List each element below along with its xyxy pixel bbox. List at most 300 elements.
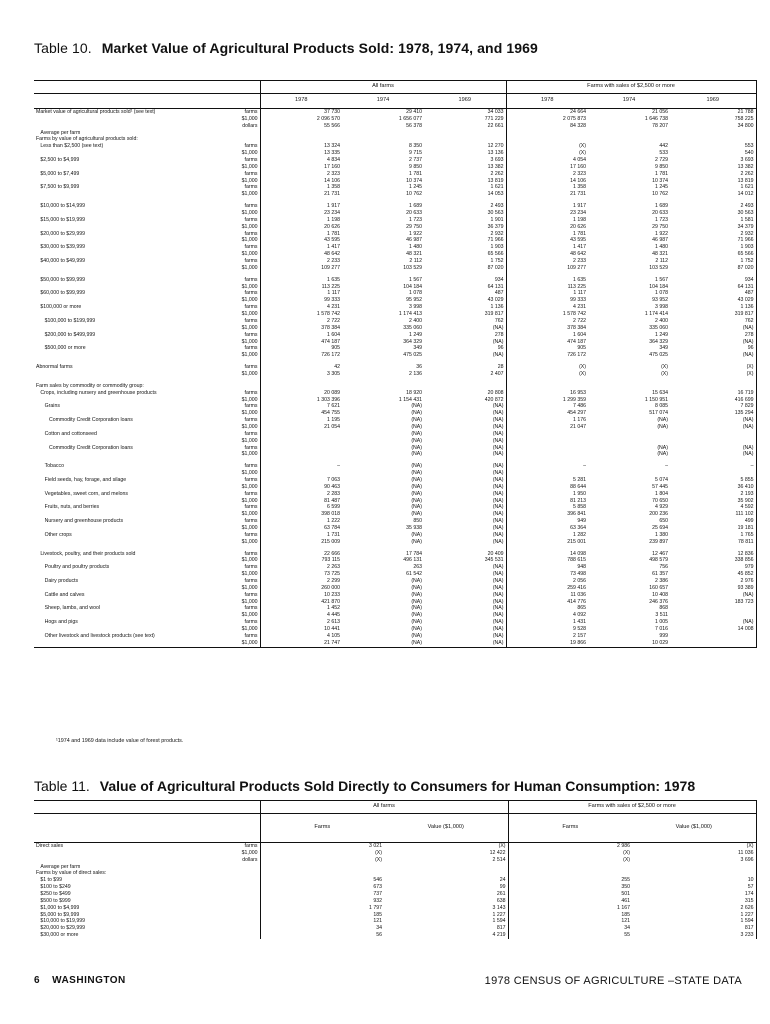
table10-value-cell: 1 480 48 321 [406,244,422,258]
table10-row [34,184,756,198]
table10-value-cell: 850 35 938 [406,518,422,531]
table11-value-cell: 24 [499,877,506,884]
table10-value-cell: 2 112 103 529 [403,258,422,271]
table11-value-cell: 3 021 (X) (X) [260,843,384,864]
table10-row [34,318,756,332]
table11-value-cell: 1 594 [632,918,756,925]
table10-value-cell: 1 689 20 633 [406,203,422,217]
table10-value-cell: (NA) (NA) [492,591,504,605]
table10-row [34,244,756,258]
table10-value-cell: – [670,463,756,477]
table11-row [34,891,756,898]
table10-value-cell [588,431,670,445]
table11-value-cell: 34 [508,925,632,932]
table10-row [34,364,756,378]
table11-column-header: Farms [508,814,632,843]
table10-value-cell: – [260,463,342,477]
table11-row [34,884,756,891]
table10-row [34,109,756,130]
table10-value-cell: 2 283 81 487 [260,491,342,505]
table11-value-cell: 10 [632,877,756,884]
table10-value-cell: (X) (X) [506,143,588,157]
table10-row [34,619,756,633]
table10-value-cell: 7 486 454 297 [506,403,588,417]
table11-row-label: $5,000 to $9,999 [36,911,80,918]
table10-value-cell: 28 2 407 [490,364,504,377]
table11-row [34,925,756,932]
table10-value-cell: 18 920 1 154 431 [398,389,422,403]
table10-value-cell: 999 10 029 [588,633,670,647]
table10-value-cell: 16 953 1 299 359 [506,390,588,404]
table10-value-cell: 1 567 104 184 [649,276,668,290]
table10-value-cell [342,383,424,390]
table10-stub-header [34,81,260,94]
table11-row [34,912,756,919]
table11-value-cell: 817 [496,925,506,932]
table10-value-cell: 37 730 2 096 570 55 566 [260,109,342,130]
table10-value-cell: 1 117 99 333 [260,290,342,304]
table10-value-cell [588,383,670,390]
table11-row-units: farms $1,000 dollars [241,843,258,863]
table11-row [34,905,756,912]
table10-row-units: farms $1,000 [241,230,258,244]
table11-value-cell [508,870,632,877]
table11-value-cell: 121 [260,918,384,925]
table10-value-cell: 5 074 57 445 [652,476,668,490]
table10-row-units: farms $1,000 [241,364,258,377]
table10-value-cell: (NA) (NA) [411,591,422,605]
table10-value-cell: 2 262 13 819 [670,171,756,185]
table11-row-units [224,877,260,884]
table10-value-cell: 905 726 172 [506,345,588,359]
table10-value-cell: 2 299 260 000 [260,578,342,592]
table10-value-cell: 17 784 496 131 [403,550,422,564]
table10-row-label: Dairy products [36,578,79,584]
table11-value-cell [384,864,508,871]
table10-row-label: $30,000 to $39,999 [36,244,86,251]
table11-row-label: $100 to $249 [36,884,71,891]
table10-value-cell: (X) (X) [506,364,588,378]
table10-row [34,592,756,606]
table10-row-units: farms $1,000 [241,143,258,157]
table11-stub-header [34,801,260,814]
table10-row-units: farms $1,000 [241,170,258,184]
table10-footnote: ¹1974 and 1969 data include value of forest products. [56,738,184,744]
table11-value-cell: 57 [632,884,756,891]
table10-row-units: farms $1,000 [241,157,258,170]
table10-row-units: farms $1,000 [241,518,258,531]
table11-row-units [224,905,260,912]
table10-value-cell: 10 233 421 870 [260,592,342,606]
table11-value-cell: 3 143 [492,904,506,911]
table11-row-label: Direct sales [36,843,64,849]
table10-row-label: Hogs and pigs [36,619,78,626]
table10-value-cell [506,130,588,137]
table10-row [34,578,756,592]
table10-row-label: Cattle and calves [36,591,85,598]
table10-row-units: farms $1,000 [241,531,258,545]
table10-value-cell: 20 409 345 531 [484,550,504,564]
table10-value-cell: 11 036 414 776 [506,592,588,606]
table10-row-units: farms $1,000 [241,605,258,619]
table10-row-units: farms $1,000 dollars [241,109,258,129]
table11-value-cell: 2 986 (X) (X) [508,843,632,864]
table11-title [34,778,695,794]
table10-value-cell: 4 054 17 160 [506,157,588,171]
table10-row [34,633,756,647]
table10-value-cell [342,130,424,137]
table11-row-label: $250 to $499 [36,891,71,898]
table10-value-cell: 1 567 104 184 [403,276,422,290]
table10-value-cell [506,383,588,390]
table11-value-cell: (X) 11 036 3 696 [632,843,756,864]
table10-value-cell: (NA) (NA) [670,445,756,459]
table10-value-cell: (NA) (NA) [411,504,422,518]
table10-value-cell: (NA) (NA) [492,403,504,417]
table11-value-cell: 315 [632,898,756,905]
table10-value-cell: 1 452 4 445 [260,605,342,619]
table10-value-cell: 1 917 23 234 [260,203,342,217]
table11-value-cell: 185 [260,912,384,919]
table11-value-cell: 185 [508,912,632,919]
table10-value-cell: 2 386 160 657 [649,578,668,591]
table10-row-label: Poultry and poultry products [36,564,110,571]
table10-value-cell: 905 726 172 [260,345,342,359]
table10-row [34,290,756,304]
table10-value-cell: (NA) (NA) [492,476,504,490]
table10-value-cell: 8 350 9 715 [409,143,422,157]
table10-value-cell [506,431,588,445]
table10-value-cell: (NA) (NA) [411,463,422,477]
table10-value-cell: 1 358 21 731 [506,184,588,198]
table10-value-cell: 2 400 335 060 [403,317,422,331]
table11-value-cell [384,870,508,877]
table10-value-cell: 1 005 7 016 [655,619,668,633]
table10-value-cell [670,633,756,647]
table10-value-cell: 1 635 113 225 [506,277,588,291]
table10-value-cell: 12 467 498 579 [649,550,668,564]
table10-group-all: All farms [260,81,506,94]
table11-row-units [224,870,260,877]
table11-row [34,877,756,884]
table10-year-header: 1978 [506,94,588,109]
table10-value-cell: (NA) (NA) [411,619,422,633]
table10-value-cell: 948 73 498 [506,564,588,578]
table11-row [34,918,756,925]
table10-value-cell: 487 43 029 [670,290,756,304]
table11-row-label: $10,000 to $19,999 [36,918,86,925]
table10-value-cell [588,130,670,137]
table10-title [34,40,538,56]
table10-value-cell: 1 198 20 626 [506,217,588,231]
table10-value-cell: 2 056 259 416 [506,578,588,592]
table10-row [34,403,756,417]
table10-value-cell: (NA) (NA) [411,403,422,417]
table11-heading: Value of Agricultural Products Sold Directly to Consumers for Human Consumption: 1978 [99,778,696,794]
table11-row-units [224,932,260,939]
table10-value-cell: 949 63 364 [506,518,588,532]
table10-row-label: $40,000 to $49,999 [36,258,86,265]
table10-value-cell: 34 033 771 229 22 661 [484,109,504,129]
table10-value-cell: 96 (NA) [492,345,504,359]
table10-value-cell [424,130,506,137]
table10-row [34,491,756,505]
table10-value-cell: 1 723 29 750 [652,216,668,230]
table10-row [34,504,756,518]
table10-row-label: Other livestock and livestock products (see text) [34,633,224,647]
table11-value-cell: 261 [496,891,506,898]
table10-value-cell: 1 765 78 811 [670,532,756,546]
table10-value-cell: – [506,463,588,477]
table10-value-cell: 1 117 99 333 [506,290,588,304]
table11-value-cell: 3 233 [632,932,756,939]
table10-value-cell: 15 634 1 150 951 [644,389,668,403]
table10-value-cell: (NA) (NA) [492,490,504,504]
table10-row-units: farms $1,000 [241,578,258,591]
table11-value-cell: 2 626 [632,905,756,912]
table11-value-cell [508,864,632,871]
table10-value-cell: 4 231 1 578 742 [506,304,588,318]
table10-value-cell: (NA) (NA) [411,417,422,430]
table10-row-units: farms $1,000 [224,633,260,647]
table10-value-cell: (NA) (NA) [492,518,504,531]
table10-row [34,518,756,532]
table10-value-cell: 1 917 23 234 [506,203,588,217]
table10-row-label: Market value of agricultural products sold¹ (see text) [36,109,156,115]
table10-value-cell [342,136,424,143]
table10-value-cell: (NA) (NA) [411,444,422,458]
table10-row [34,532,756,546]
table10-row-units: farms $1,000 [241,345,258,359]
table10-row-units: farms $1,000 [241,591,258,605]
table10-value-cell: 1 245 10 762 [652,184,668,198]
table11-row [34,870,756,877]
table10-value-cell: 8 085 517 074 [649,403,668,417]
table10-value-cell: 1 731 215 009 [260,532,342,546]
table10-value-cell: 36 2 136 [409,364,422,377]
page-number: 6 [34,975,41,986]
table10-value-cell: 756 61 357 [652,564,668,578]
table10-row-units: farms $1,000 [241,258,258,271]
table10-value-cell: 1 752 87 020 [670,258,756,272]
table10-value-cell [424,136,506,143]
table10-value-cell [506,445,588,459]
table10-row-label: Less than $2,500 (see text) [36,143,104,150]
table11-row-units [224,864,260,871]
table10-value-cell: 1 804 70 650 [652,490,668,504]
table10-value-cell: 263 61 542 [406,564,422,578]
table10-row-label: Fruits, nuts, and berries [36,504,100,511]
table10-row-label: Livestock, poultry, and their products sold [36,550,136,557]
table10-value-cell: (NA) (NA) [670,417,756,431]
table11-value-cell [632,870,756,877]
table10-row [34,217,756,231]
table10-row-label: Other crops [36,531,72,538]
table10-row [34,463,756,477]
table11-row-label: Farms by value of direct sales: [36,870,107,877]
table10-value-cell: 349 475 025 [403,345,422,359]
table10-row [34,564,756,578]
table10-value-cell [260,445,342,459]
table10-value-cell: 2 112 103 529 [649,258,668,271]
table10-value-cell: 2 323 14 106 [260,171,342,185]
table10-value-cell: 4 834 17 160 [260,157,342,171]
table10-value-cell: 4 929 200 236 [649,504,668,518]
table10-value-cell: 349 475 025 [649,345,668,359]
table10-row-units: farms $1,000 [241,476,258,490]
table10-group-sales: Farms with sales of $2,500 or more [506,81,756,94]
table10-row [34,332,756,346]
table11-value-cell [632,864,756,871]
table10-value-cell: 1 417 48 642 [260,244,342,258]
table10-value-cell: 553 540 [670,143,756,157]
table10-value-cell: 1 380 239 897 [649,531,668,545]
table10-value-cell [670,130,756,137]
table11-value-cell: 1 594 [492,918,506,925]
table10-value-cell: 12 836 338 856 [670,551,756,565]
table10-row-label: $5,000 to $7,499 [36,170,80,177]
table10-value-cell: 7 829 135 294 [670,403,756,417]
table10-value-cell: 20 089 1 303 396 [260,390,342,404]
table10-value-cell [588,136,670,143]
table11-value-cell [260,864,384,871]
table11-row-units [224,891,260,898]
table11-value-cell: 501 [508,891,632,898]
table10-value-cell: (NA) 14 008 [670,619,756,633]
table11-value-cell: 737 [260,891,384,898]
table10-row [34,277,756,291]
table10-value-cell: 22 666 793 115 [260,551,342,565]
table10-row-units: farms $1,000 [241,276,258,290]
table10-value-cell: 2 722 378 384 [260,318,342,332]
table10-value-cell: 3 693 13 382 [670,157,756,171]
table10-value-cell: (NA) (NA) [657,444,668,458]
table10-value-cell [670,136,756,143]
table10-year-header: 1969 [670,94,756,109]
table10-value-cell: 4 592 111 102 [670,504,756,518]
table10-row-label: $100,000 or more [36,304,82,311]
table10-row-units: farms $1,000 [241,304,258,318]
table10-value-cell: 20 808 420 872 [484,389,504,403]
table11-value-cell: 1 227 [632,912,756,919]
table10-value-cell: – [665,463,668,470]
table11-value-cell: 1 227 [492,911,506,918]
table10-row [34,130,756,137]
table10-row [34,143,756,157]
table10-value-cell: 1 358 21 731 [260,184,342,198]
table10-row [34,231,756,245]
table10-value-cell: (NA) (NA) [492,417,504,430]
table11-value-cell: 461 [508,898,632,905]
table10-value-cell: 29 410 1 656 077 56 378 [398,109,422,129]
table10-value-cell: 1 621 14 012 [670,184,756,198]
table10-value-cell: 1 604 474 187 [260,332,342,346]
table10-row-label: $20,000 to $29,999 [36,230,86,237]
page-footer-left [34,975,126,986]
table10-value-cell: 14 098 788 615 [506,551,588,565]
table11-stub-sub-header [34,814,260,843]
table10-value-cell: 2 263 73 725 [260,564,342,578]
table10-value-cell: 1 903 65 566 [670,244,756,258]
table11-value-cell: 4 219 [492,932,506,939]
table10-value-cell: 2 932 71 966 [670,231,756,245]
table10-value-cell: 1 781 10 374 [652,170,668,184]
table10-value-cell: (NA) (NA) [492,430,504,444]
table11-value-cell: 673 [260,884,384,891]
table11-group-all: All farms [260,801,508,814]
table10-value-cell: 5 281 88 644 [506,477,588,491]
table10-value-cell: (NA) (NA) [411,531,422,545]
publication-title: 1978 CENSUS OF AGRICULTURE –STATE DATA [484,975,742,987]
table10-value-cell [424,383,506,390]
table11-row-units [224,918,260,925]
table10-row-label: Farms by value of agricultural products sold: [36,136,138,143]
table10-body [34,109,756,648]
table10-value-cell [260,383,342,390]
table11-column-header: Value ($1,000) [632,814,756,843]
table10-value-cell: (NA) (NA) [411,476,422,490]
table10-row-label: Commodity Credit Corporation loans [36,417,133,424]
table10-value-cell: 1 136 319 817 [484,304,504,318]
table10-value-cell: 762 (NA) [492,317,504,331]
table10-row-label: Commodity Credit Corporation loans [36,444,133,451]
table10-value-cell: 442 533 [659,143,668,157]
table10-row [34,136,756,143]
table11-row-label: Average per farm [36,863,81,870]
table10-value-cell: 7 063 90 463 [260,477,342,491]
table10-value-cell: 1 950 81 213 [506,491,588,505]
table10-row-label: Field seeds, hay, forage, and silage [36,476,127,483]
table10-value-cell: 1 604 474 187 [506,332,588,346]
table10-row [34,390,756,404]
table10-row [34,157,756,171]
table10-value-cell: 865 4 092 [506,605,588,619]
table10-value-cell: 1 781 43 595 [260,231,342,245]
table11-row-units [224,925,260,932]
table11-value-cell [260,870,384,877]
table10-row [34,445,756,459]
table11-row-label: $20,000 to $29,999 [36,925,86,932]
table10-value-cell [506,136,588,143]
table10-row-label: Farm sales by commodity or commodity group: [36,382,144,389]
table10-value-cell: 1 222 63 784 [260,518,342,532]
table10-value-cell: 1 249 364 329 [403,331,422,345]
table10-value-cell: 1 723 29 750 [406,216,422,230]
table10-value-cell: 5 855 36 410 [670,477,756,491]
table11-row-units [224,898,260,905]
table11-row [34,864,756,871]
table10-label: Table 10. [34,40,92,56]
table11-value-cell: 174 [632,891,756,898]
table10-year-header: 1978 [260,94,342,109]
table10-row-units [224,383,260,390]
table10-value-cell: 96 (NA) [670,345,756,359]
table10-value-cell: 3 998 1 174 414 [644,304,668,318]
table10-value-cell: 21 056 1 646 738 78 207 [644,109,668,129]
table10-value-cell: (NA) (NA) [492,564,504,578]
table10-value-cell: 2 729 9 850 [655,157,668,170]
table11-body [34,843,756,940]
table11-value-cell: 817 [632,925,756,932]
table10-value-cell: 7 621 454 755 [260,403,342,417]
state-name: WASHINGTON [52,975,126,986]
table10-value-cell: 1 621 14 053 [487,184,504,198]
table10-value-cell: 5 858 396 841 [506,504,588,518]
table11-value-cell: 55 [508,932,632,939]
table10-value-cell: 1 198 20 626 [260,217,342,231]
table11-group-sales: Farms with sales of $2,500 or more [508,801,756,814]
table10-value-cell: 1 417 48 642 [506,244,588,258]
